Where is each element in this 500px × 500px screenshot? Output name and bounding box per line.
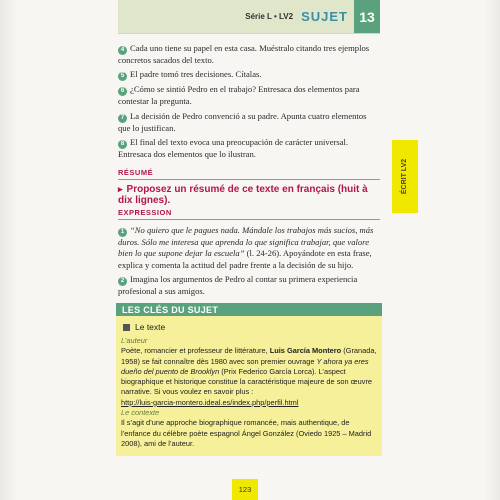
question-number-badge: 8	[118, 140, 127, 149]
question-number-badge: 5	[118, 72, 127, 81]
question-text: Cada uno tiene su papel en esta casa. Muéstralo citando tres ejemplos concretos sacados del texto.	[118, 43, 370, 65]
cles-title: LES CLÉS DU SUJET	[122, 304, 219, 315]
auteur-book-title: Y ahora ya eres dueño del puento de Brooklyn	[121, 356, 369, 376]
question-number-badge: 6	[118, 87, 127, 96]
expression-title: EXPRESSION	[118, 208, 380, 220]
arrow-right-icon: ▸	[118, 184, 123, 194]
question-text: El padre tomó tres decisiones. Cítalas.	[130, 69, 262, 80]
expression-quote: “No quiero que le pagues nada. Mándale los trabajos más sucios, más duros. Sólo me interesa que aprenda lo que significa trabajar, que valore bien lo que supone dejar la escuela”	[118, 225, 374, 259]
question-number-badge: 1	[118, 228, 127, 237]
cles-title-bar	[116, 303, 382, 316]
expression-question-2	[118, 274, 380, 297]
sujet-label: SUJET	[301, 9, 348, 24]
square-bullet-icon	[123, 324, 130, 331]
expression-question-2-text: Imagina los argumentos de Pedro al contar su primera experiencia profesional a sus amigos.	[118, 273, 358, 296]
resume-instruction-row	[118, 184, 380, 206]
auteur-text-b: (Granada, 1958) se fait connaître dès 1980 avec son premier ouvrage	[121, 346, 377, 366]
expression-section	[118, 208, 380, 300]
question-item	[118, 43, 380, 66]
resume-instruction: Proposez un résumé de ce texte en français (huit à dix lignes).	[118, 184, 368, 206]
question-text: ¿Cómo se sintió Pedro en el trabajo? Entresaca dos elementos para contestar la pregunta.	[118, 84, 360, 107]
series-label: Série L • LV2	[245, 12, 294, 21]
header-divider	[118, 33, 380, 34]
question-item	[118, 84, 380, 107]
question-item	[118, 69, 380, 81]
auteur-name: Luis García Montero	[269, 346, 342, 356]
auteur-link[interactable]: http://luis-garcia-montero.ideal.es/index.php/perfil.html	[121, 397, 299, 407]
question-number-badge: 2	[118, 277, 127, 286]
question-item	[118, 137, 380, 160]
side-tab-label: ÉCRIT LV2	[401, 158, 409, 195]
page-number: 123	[232, 479, 258, 500]
contexte-label: Le contexte	[121, 408, 160, 418]
expression-question-1-text: (l. 24-26). Apoyándote en esta frase, explica y comenta la actitud del padre frente a la decisión de su hijo.	[118, 248, 372, 270]
auteur-text-c: (Prix Federico García Lorca). L’aspect biographique et historique constitue la caractéristique majeure de son œuvre narrative. Si vous voulez en savoir plus :	[121, 366, 373, 397]
question-text: La decisión de Pedro convenció a su padre. Apunta cuatro elementos que lo justifican.	[118, 110, 367, 133]
questions-list	[118, 43, 380, 163]
auteur-label: L’auteur	[121, 336, 148, 345]
sujet-number: 13	[354, 0, 380, 33]
contexte-paragraph: Il s’agit d’une approche biographique romancée, mais authentique, de l’enfance du célèbre poète espagnol Ángel González (Oviedo 1925 – Madrid 2008), ami de l’auteur.	[121, 418, 372, 448]
side-tab	[392, 140, 418, 213]
cles-content	[121, 336, 377, 449]
question-number-badge: 4	[118, 46, 127, 55]
texte-heading	[123, 322, 165, 332]
question-number-badge: 7	[118, 114, 127, 123]
auteur-paragraph	[121, 346, 377, 397]
question-item	[118, 111, 380, 134]
resume-title: RÉSUMÉ	[118, 168, 380, 180]
page-header	[118, 0, 380, 33]
resume-section	[118, 168, 380, 206]
auteur-text-a: Poète, romancier et professeur de littérature,	[121, 346, 270, 356]
expression-question-1	[118, 225, 380, 271]
texte-heading-label: Le texte	[135, 322, 166, 332]
question-text: El final del texto evoca una preocupación de carácter universal. Entresaca dos elementos que lo ilustran.	[118, 136, 349, 159]
